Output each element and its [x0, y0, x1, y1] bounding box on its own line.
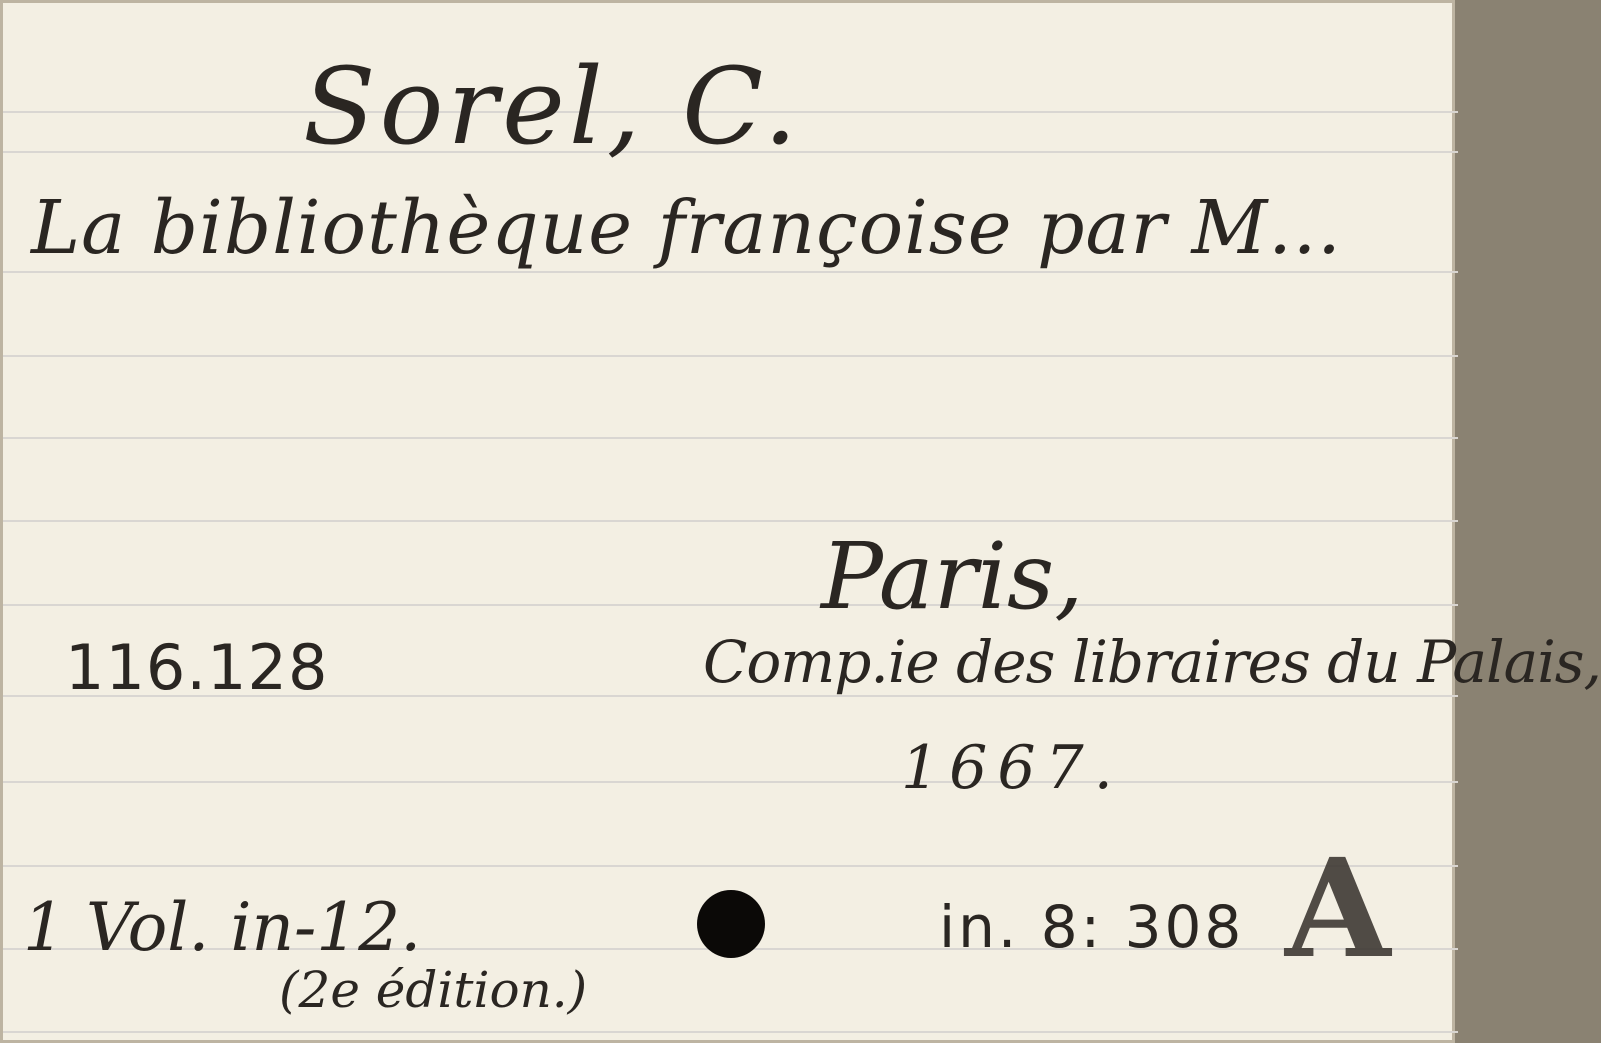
ruled-line: [3, 604, 1458, 606]
ruled-line: [3, 865, 1458, 867]
ruled-line: [3, 520, 1458, 522]
volume-format: 1 Vol. in-12.: [23, 889, 422, 966]
imprint-publisher: Comp.ie des libraires du Palais,: [703, 628, 1601, 696]
book-title: La bibliothèque françoise par M...: [31, 185, 1342, 271]
ruled-line: [3, 437, 1458, 439]
ruled-line: [3, 781, 1458, 783]
shelf-mark: in. 8: 308: [939, 893, 1245, 961]
ruled-line: [3, 1031, 1458, 1033]
edition-note: (2e édition.): [279, 961, 588, 1019]
stamp-letter: A: [1285, 829, 1391, 989]
ruled-line: [3, 355, 1458, 357]
author-heading: Sorel, C.: [303, 45, 802, 168]
ruled-line: [3, 271, 1458, 273]
imprint-year: 1667.: [901, 733, 1123, 803]
imprint-place: Paris,: [821, 523, 1084, 630]
call-number: 116.128: [65, 631, 329, 704]
punch-hole: [697, 890, 765, 958]
